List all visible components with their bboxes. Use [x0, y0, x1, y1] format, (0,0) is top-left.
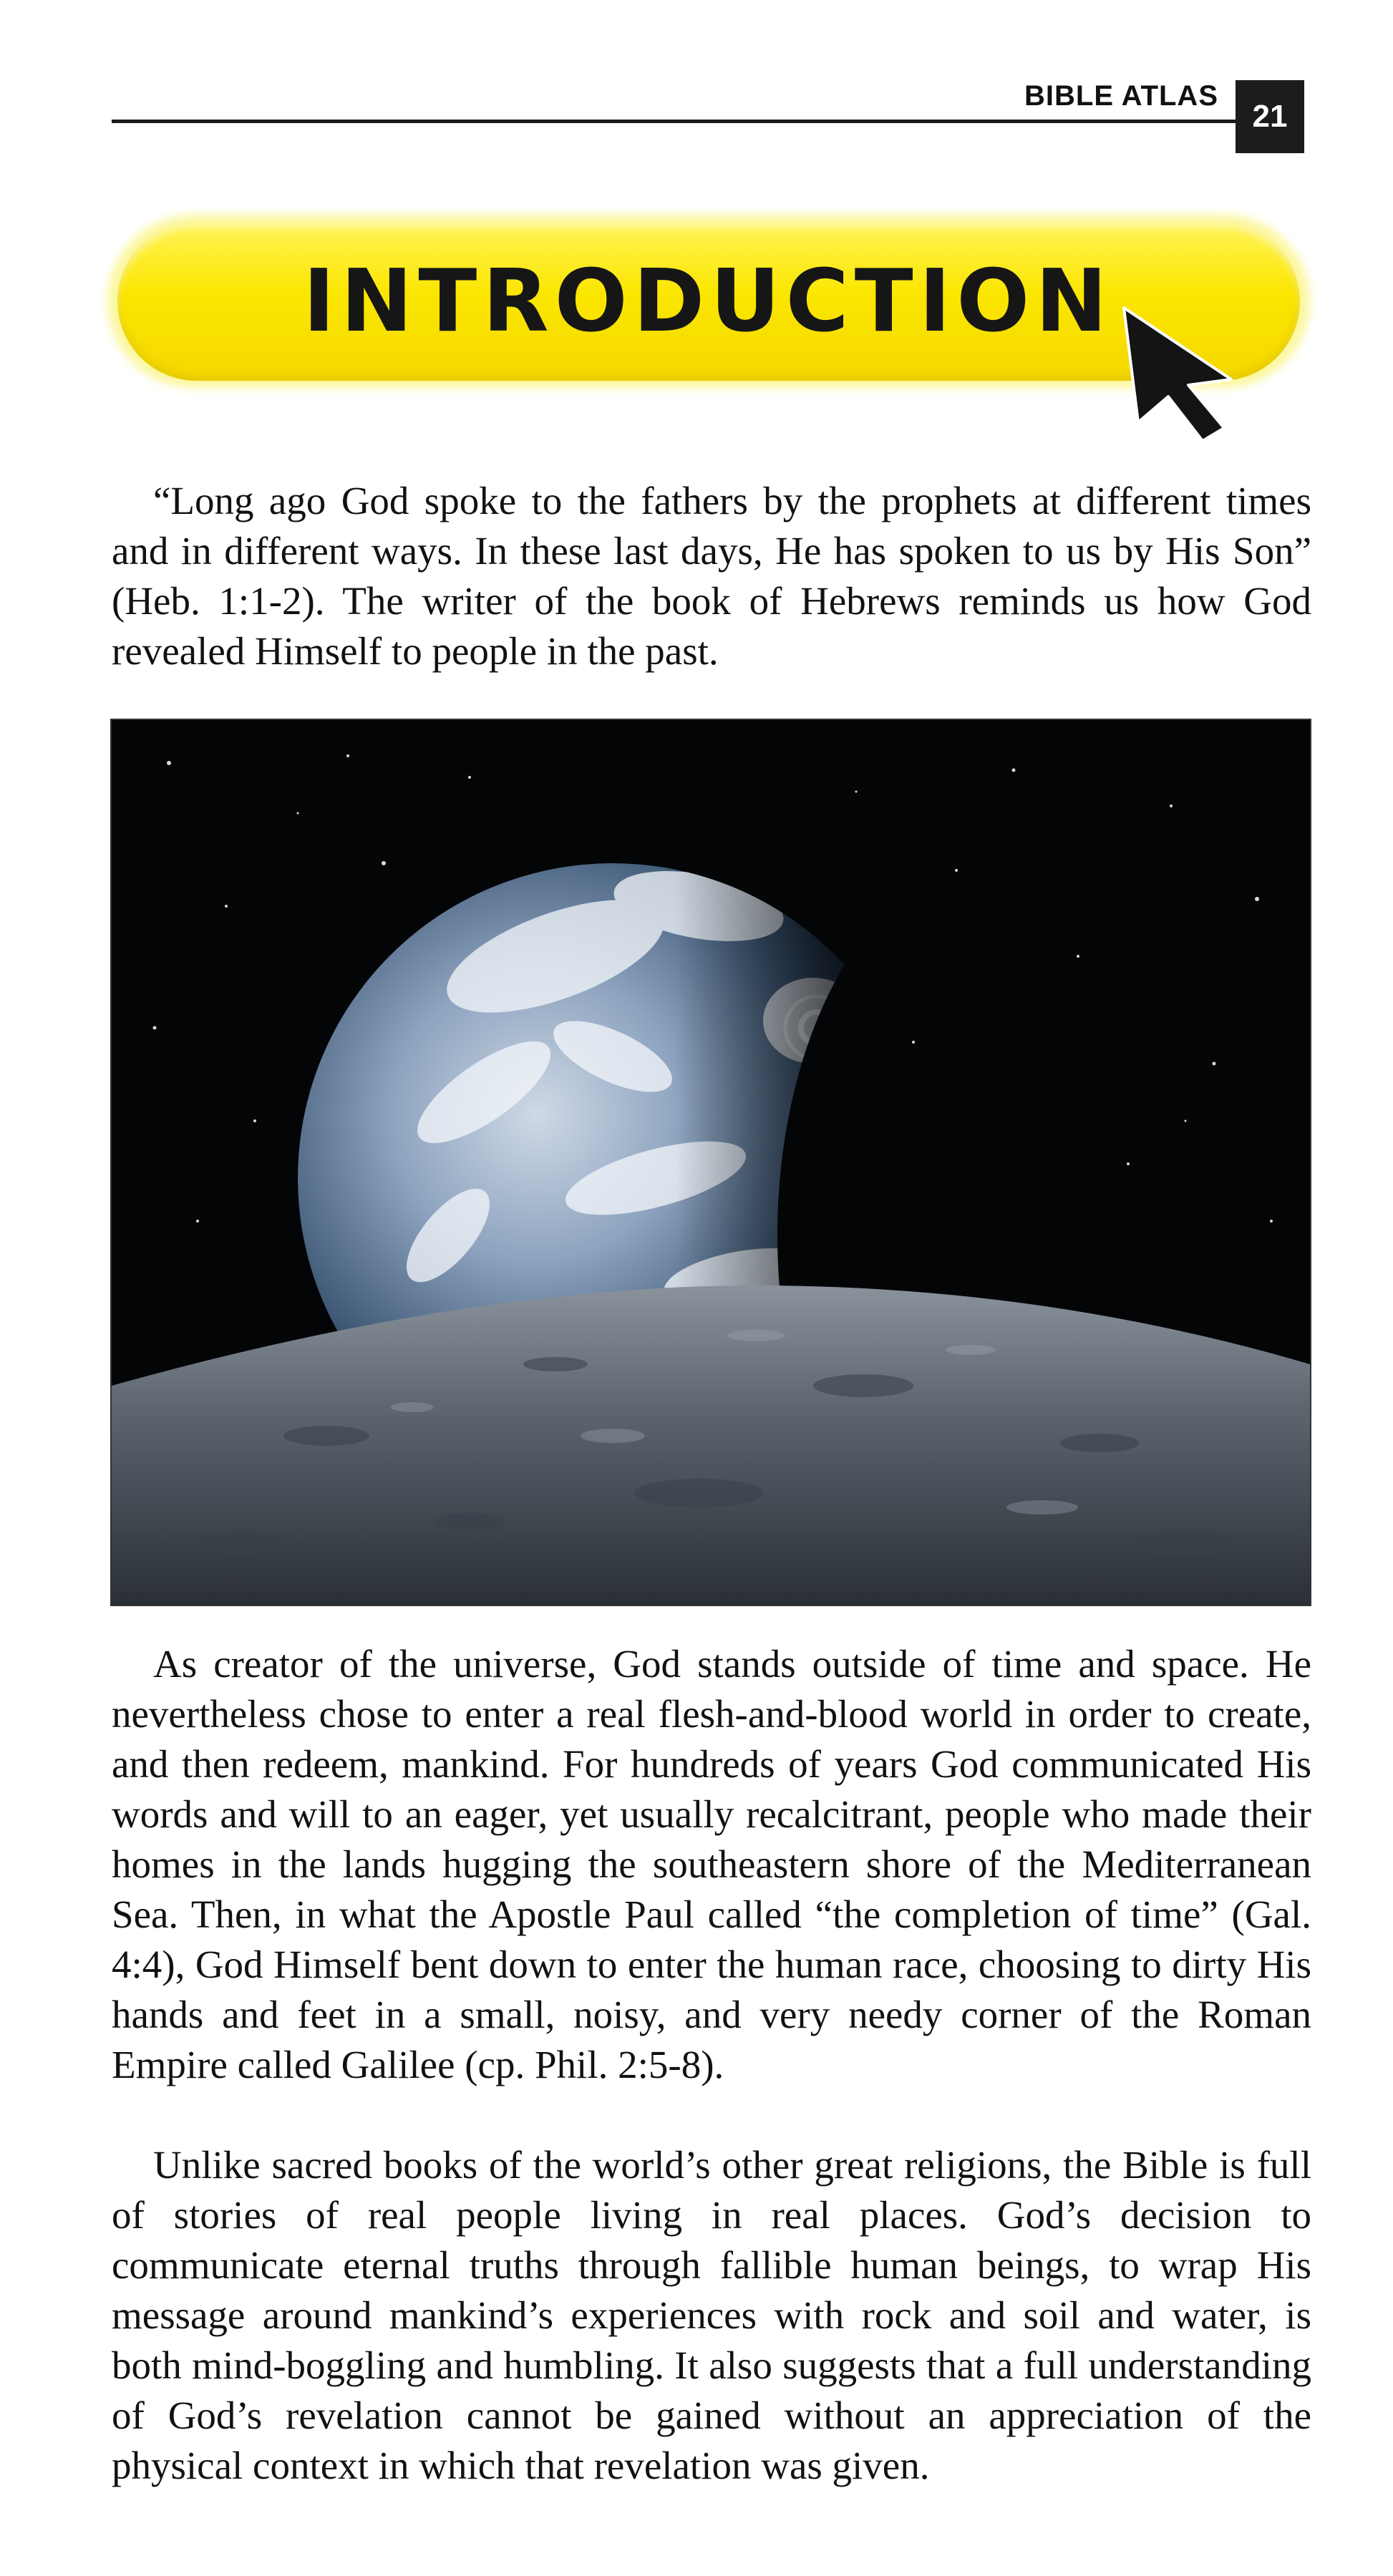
intro-paragraph-2: As creator of the universe, God stands outside of time and space. He nevertheless chose to enter a real flesh-and-blood world in order to create, and then redeem, mankind. For hundreds of years God communicated His words and will to an eager, yet usually recalcitrant, people who made their homes in the lands hugging the southeastern shore of the Mediterranean Sea. Then, in what the Apostle Paul called “the completion of time” (Gal. 4:4), God Himself bent down to enter the human race, choosing to dirty His hands and feet in a small, noisy, and very needy corner of the Roman Empire called Galilee (cp. Phil. 2:5-8).: [112, 1642, 1311, 2086]
intro-paragraph-1: “Long ago God spoke to the fathers by the prophets at different times and in different ways. In these last days, He has spoken to us by His Son” (Heb. 1:1-2). The writer of the book of Hebrews reminds us how God revealed Himself to people in the past.: [112, 479, 1311, 673]
cursor-arrow-icon: [1117, 301, 1246, 444]
earth-moon-photo: [112, 720, 1310, 1605]
header-rule: [112, 120, 1236, 123]
earth-moon-illustration: [112, 720, 1310, 1605]
page-number: 21: [1236, 80, 1304, 153]
section-title: INTRODUCTION: [303, 251, 1113, 351]
intro-paragraph-3: Unlike sacred books of the world’s other great religions, the Bible is full of stories of real people living in real places. God’s decision to communicate eternal truths through fallible human beings, to wrap His message around mankind’s experiences with rock and soil and water, is both mind-boggling and humbling. It also suggests that a full understanding of God’s revelation cannot be gained without an appreciation of the physical context in which that revelation was given.: [112, 2143, 1311, 2487]
running-title: BIBLE ATLAS: [1024, 80, 1218, 112]
